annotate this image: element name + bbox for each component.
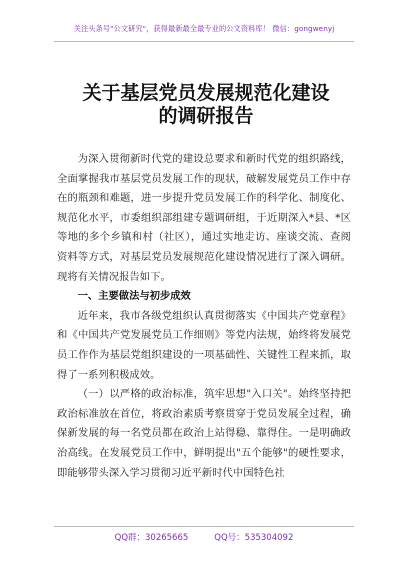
header-banner: 关注头条号"公文研究"，获得最新最全最专业的公文资料库！ 微信：gongwenyj — [73, 24, 335, 33]
footer-qq-number: QQ号：535304092 — [214, 533, 294, 543]
section-heading: 一、主要做法与初步成效 — [77, 290, 191, 303]
footer-qq-group: QQ群：30265665 — [114, 533, 189, 543]
document-body — [57, 150, 351, 483]
footer-divider — [54, 526, 354, 527]
header-divider — [54, 41, 354, 42]
subsection-paragraph: （一）以严格的政治标准，筑牢思想"入口关"。始终坚持把政治标准放在首位，将政治素质考察贯穿于党员发展全过程，确保新发展的每一名党员都在政治上站得稳、靠得住。一是明确政治高线。在发展党员工作中，鲜明提出"五个能够"的硬性要求，即能够带头深入学习贯彻习近平新时代中国特色社 — [57, 388, 351, 479]
intro-paragraph: 为深入贯彻新时代党的建设总要求和新时代党的组织路线，全面掌握我市基层党员发展工作的现状，破解发展党员工作中存在的瓶颈和难题，进一步提升党员发展工作的科学化、制度化、规范化水平，市委组织部组建专题调研组，于近期深入*县、*区等地的多个乡镇和村（社区），通过实地走访、座谈交流、查阅资料等方式，对基层党员发展规范化建设情况进行了深入调研。现将有关情况报告如下。 — [57, 153, 351, 283]
document-title: 关于基层党员发展规范化建设的调研报告 — [82, 82, 330, 127]
section-paragraph: 近年来，我市各级党组织认真贯彻落实《中国共产党章程》和《中国共产党发展党员工作细则》等党内法规，始终将发展党员工作作为基层党组织建设的一项基础性、关键性工程来抓，取得了一系列积极成效。 — [57, 309, 351, 381]
footer — [0, 531, 408, 543]
